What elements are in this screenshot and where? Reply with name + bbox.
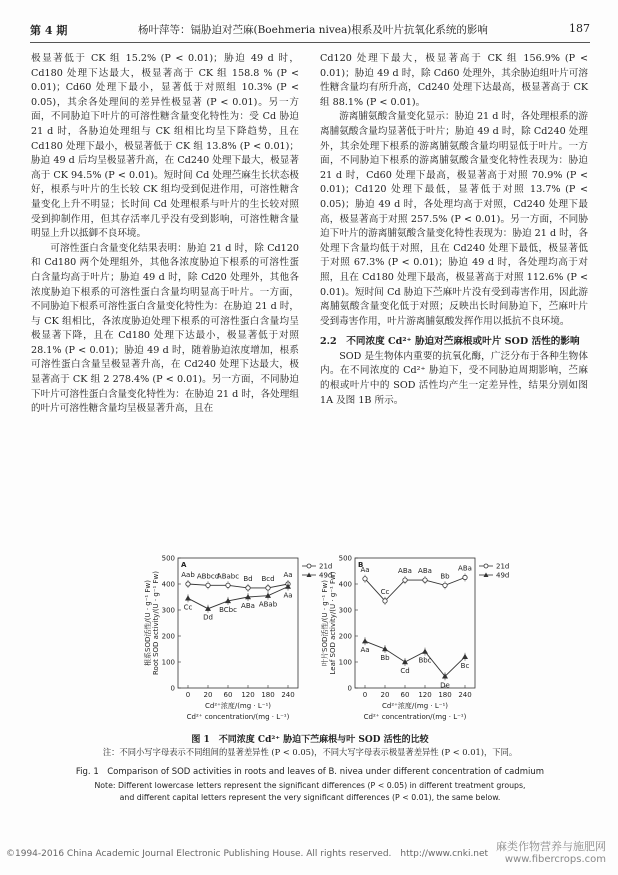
significance-label: Bcd [261,574,275,583]
y-tick-label: 400 [338,580,352,589]
y-axis-title-en: Leaf SOD activity/(U · g⁻¹ Fw) [329,571,337,675]
significance-label: Bc [460,661,470,670]
significance-label: ABbcd [196,572,220,581]
significance-label: Cc [380,587,390,596]
y-tick-label: 300 [161,606,175,615]
header-rule [30,42,590,43]
watermark-title: 麻类作物营养与施肥网 [496,840,606,853]
y-axis-title-cn: 根系SOD活性/(U · g⁻¹ Fw) [144,580,152,666]
significance-label: Bbc [418,656,432,665]
figure-note-en-line2: and different capital letters represent the very significant differences (P < 0.01), the same below. [119,793,501,802]
y-tick-label: 200 [161,632,175,641]
running-header [30,22,590,40]
data-point-49d [185,595,191,600]
figure-caption-en: Fig. 1 Comparison of SOD activities in roots and leaves of B. nivea under different concentration of cadmium [75,767,545,777]
significance-label: Bb [380,654,390,662]
legend-label: 21d [319,562,333,571]
legend-marker-circle [484,564,488,568]
x-tick-label: 60 [223,691,233,699]
figure-caption-cn: 图 1 不同浓度 Cd²⁺ 胁迫下苎麻根与叶 SOD 活性的比较 [191,735,429,745]
figure-note-en-line1: Note: Different lowercase letters represent the significant differences (P < 0.05) in different treatment groups, [94,781,526,790]
watermark-url: www.fibercrops.com [504,854,606,865]
y-tick-label: 0 [347,684,352,693]
significance-label: Aa [283,591,293,600]
x-tick-label: 240 [458,691,472,699]
figure-note-en [30,780,590,804]
significance-label: Aa [283,571,293,579]
data-point-21d [186,582,190,586]
watermark [496,838,606,865]
significance-label: Aa [360,646,370,655]
significance-label: ABabc [216,572,240,581]
x-tick-label: 20 [380,691,390,699]
paragraph-proline: 游离脯氨酸含量变化显示：胁迫 21 d 时，各处理根系的游离脯氨酸含量均显著低于叶片；胁迫 49 d 时，除 Cd240 处理外，其余处理下根系的游离脯氨酸含量均明显低于叶片。一方面，不同胁迫下根系的游离脯氨酸含量变化特性表现为：胁迫 21 d 时，Cd60 处理下最高，极显著高于对照 70.9% (P < 0.01)；Cd120 处理下最低，显著低于对照 13.7% (P < 0.05)；胁迫 49 d 时，各处理均高于对照，Cd240 处理下最高，极显著高于对照 257.5% (P < 0.01)。另一方面，不同胁迫下叶片的游离脯氨酸含量变化特性表现为：胁迫 21 d 时，各处理下含量均低于对照，且在 Cd240 处理下最低，极显著低于对照 67.3% (P < 0.01)；胁迫 49 d 时，各处理均高于对照，且在 Cd180 处理下最高，极显著高于对照 112.6% (P < 0.01)。短时间 Cd 胁迫下苎麻叶片没有受到毒害作用，因此游离脯氨酸含量变化低于对照；反映出长时间胁迫下，苎麻叶片受到毒害作用，叶片游离脯氨酸发挥作用以抵抗不良环境。 [320,111,588,327]
data-point-21d [246,586,250,590]
issue-number: 第 4 期 [30,24,68,37]
y-axis-title-cn: 叶片SOD活性/(U · g⁻¹ Fw) [321,580,329,666]
data-point-49d [402,659,408,664]
significance-label: Aa [360,565,370,574]
significance-label: Cc [183,603,193,612]
data-point-49d [462,654,468,659]
page-number: 187 [569,22,590,35]
y-tick-label: 500 [161,554,175,563]
y-tick-label: 300 [338,606,352,615]
plot-frame-b [355,558,475,688]
y-tick-label: 200 [338,632,352,641]
paragraph-protein: 可溶性蛋白含量变化结果表明：胁迫 21 d 时，除 Cd120 和 Cd180 两个处理组外，其他各浓度胁迫下根系的可溶性蛋白含量均高于叶片；胁迫 49 d 时，除 Cd20 处理外，其他各浓度胁迫下根系的可溶性蛋白含量均明显高于叶片。一方面，不同胁迫下根系可溶性蛋白含量变化特性为：在胁迫 21 d 时，与 CK 组相比，各浓度胁迫处理下根系的可溶性蛋白含量均呈极显著下降，且在 Cd180 处理下达最小，极显著低于对照 28.1% (P < 0.01)；胁迫 49 d 时，随着胁迫浓度增加，根系可溶性蛋白含量呈极显著升高，在 Cd240 处理下达最大，极显著高于 CK 组 2 278.4% (P < 0.01)。另一方面，不同胁迫下叶片可溶性蛋白含量变化特性为：在胁迫 21 d 时，各处理组的叶片可溶性糖含量均呈极显著升高，且在 [31,242,299,415]
panel-label-b: B [358,561,364,569]
x-axis-title-cn: Cd²⁺浓度/(mg · L⁻¹) [205,702,271,710]
data-point-21d [463,575,467,579]
data-point-21d [226,583,230,587]
x-axis-title-en: Cd²⁺ concentration/(mg · L⁻¹) [363,713,467,721]
x-tick-label: 120 [241,691,255,699]
x-tick-label: 120 [418,691,432,699]
x-tick-label: 0 [362,691,368,699]
paragraph-sod: SOD 是生物体内重要的抗氧化酶，广泛分布于各种生物体内。在不同浓度的 Cd²⁺ 胁迫下，受不同胁迫周期影响，苎麻的根或叶片中的 SOD 活性均产生一定差异性，结果分别如图 1A 及图 1B 所示。 [320,350,588,406]
paragraph-sugar-continued: 极显著低于 CK 组 15.2% (P < 0.01)；胁迫 49 d 时，Cd180 处理下达最大，极显著高于 CK 组 158.8 % (P < 0.01)；Cd60 处理下最小，显著低于对照组 10.3% (P < 0.05)，其余各处理间的差异性极显著 (P < 0.01)。另一方面，不同胁迫下叶片的可溶性糖含量变化特性为：受 Cd 胁迫 21 d 时，各胁迫处理组与 CK 组相比均呈下降趋势，且在 Cd180 处理下最小，极显著低于 CK 组 13.8% (P < 0.01)；胁迫 49 d 后均呈极显著升高，在 Cd240 处理下最大，极显著高于 CK 94.5% (P < 0.01)。短时间 Cd 处理苎麻生长状态极好，根系与叶片的生长较 CK 组均受到促进作用，可溶性糖含量变化上升不明显；长时间 Cd 处理根系与叶片的生长较对照受到抑制作用，但其存活率几乎没有受到影响，可溶性糖含量明显上升以抵御不良环境。 [31,53,299,240]
y-tick-label: 100 [338,658,352,667]
paragraph-sugar-end: Cd120 处理下最大，极显著高于 CK 组 156.9% (P < 0.01)；胁迫 49 d 时，除 Cd60 处理外，其余胁迫组叶片可溶性糖含量均有所升高，Cd240 处理下达最高，极显著高于 CK 组 88.1% (P < 0.01)。 [320,53,588,108]
y-tick-label: 0 [170,684,175,693]
data-point-21d [423,578,427,582]
data-point-49d [265,593,271,598]
x-tick-label: 20 [203,691,213,699]
significance-label: Bb [440,572,450,581]
significance-label: Dd [203,613,213,622]
running-title: 杨叶萍等：镉胁迫对苎麻(Boehmeria nivea)根系及叶片抗氧化系统的影响 [138,24,488,36]
x-axis-title-cn: Cd²⁺浓度/(mg · L⁻¹) [382,702,448,710]
legend-marker-circle [307,564,311,568]
data-point-49d [362,638,368,643]
x-axis-title-en: Cd²⁺ concentration/(mg · L⁻¹) [186,713,290,721]
section-heading: 2.2 不同浓度 Cd²⁺ 胁迫对苎麻根或叶片 SOD 活性的影响 [320,336,580,348]
y-tick-label: 100 [161,658,175,667]
right-column [320,52,588,408]
series-line-21d [188,584,288,588]
significance-label: Aab [181,571,195,579]
left-column [31,52,299,417]
legend-label: 49d [319,571,333,580]
y-tick-label: 500 [338,554,352,563]
data-point-21d [383,599,387,603]
y-axis-title-en: Root SOD activity/(U · g⁻¹ Fw) [152,571,160,675]
legend-label: 21d [496,562,510,571]
data-point-21d [363,577,367,581]
copyright-footer: ©1994-2016 China Academic Journal Electronic Publishing House. All rights reserved. http://www.cnki.net [6,849,489,859]
significance-label: Cd [400,667,410,675]
data-point-21d [443,583,447,587]
x-tick-label: 0 [185,691,191,699]
figure-note-cn: 注：不同小写字母表示不同组间的显著差异性 (P < 0.05)，不同大写字母表示极显著差异性 (P < 0.01)，下同。 [102,747,518,757]
significance-label: ABa [398,567,412,576]
data-point-21d [206,583,210,587]
x-tick-label: 180 [438,691,452,699]
significance-label: ABa [241,602,255,610]
significance-label: De [440,681,450,690]
data-point-21d [266,586,270,590]
data-point-49d [422,649,428,654]
x-tick-label: 180 [261,691,275,699]
significance-label: ABab [258,600,278,609]
data-point-21d [403,578,407,582]
significance-label: Bd [243,574,253,583]
significance-label: ABa [418,567,432,576]
legend-label: 49d [496,571,510,580]
figure-1 [140,548,510,728]
figure-svg [140,548,510,728]
x-tick-label: 240 [281,691,295,699]
x-tick-label: 60 [400,691,410,699]
panel-label-a: A [181,561,187,569]
significance-label: ABa [458,564,472,573]
significance-label: BCbc [219,605,237,614]
y-tick-label: 400 [161,580,175,589]
